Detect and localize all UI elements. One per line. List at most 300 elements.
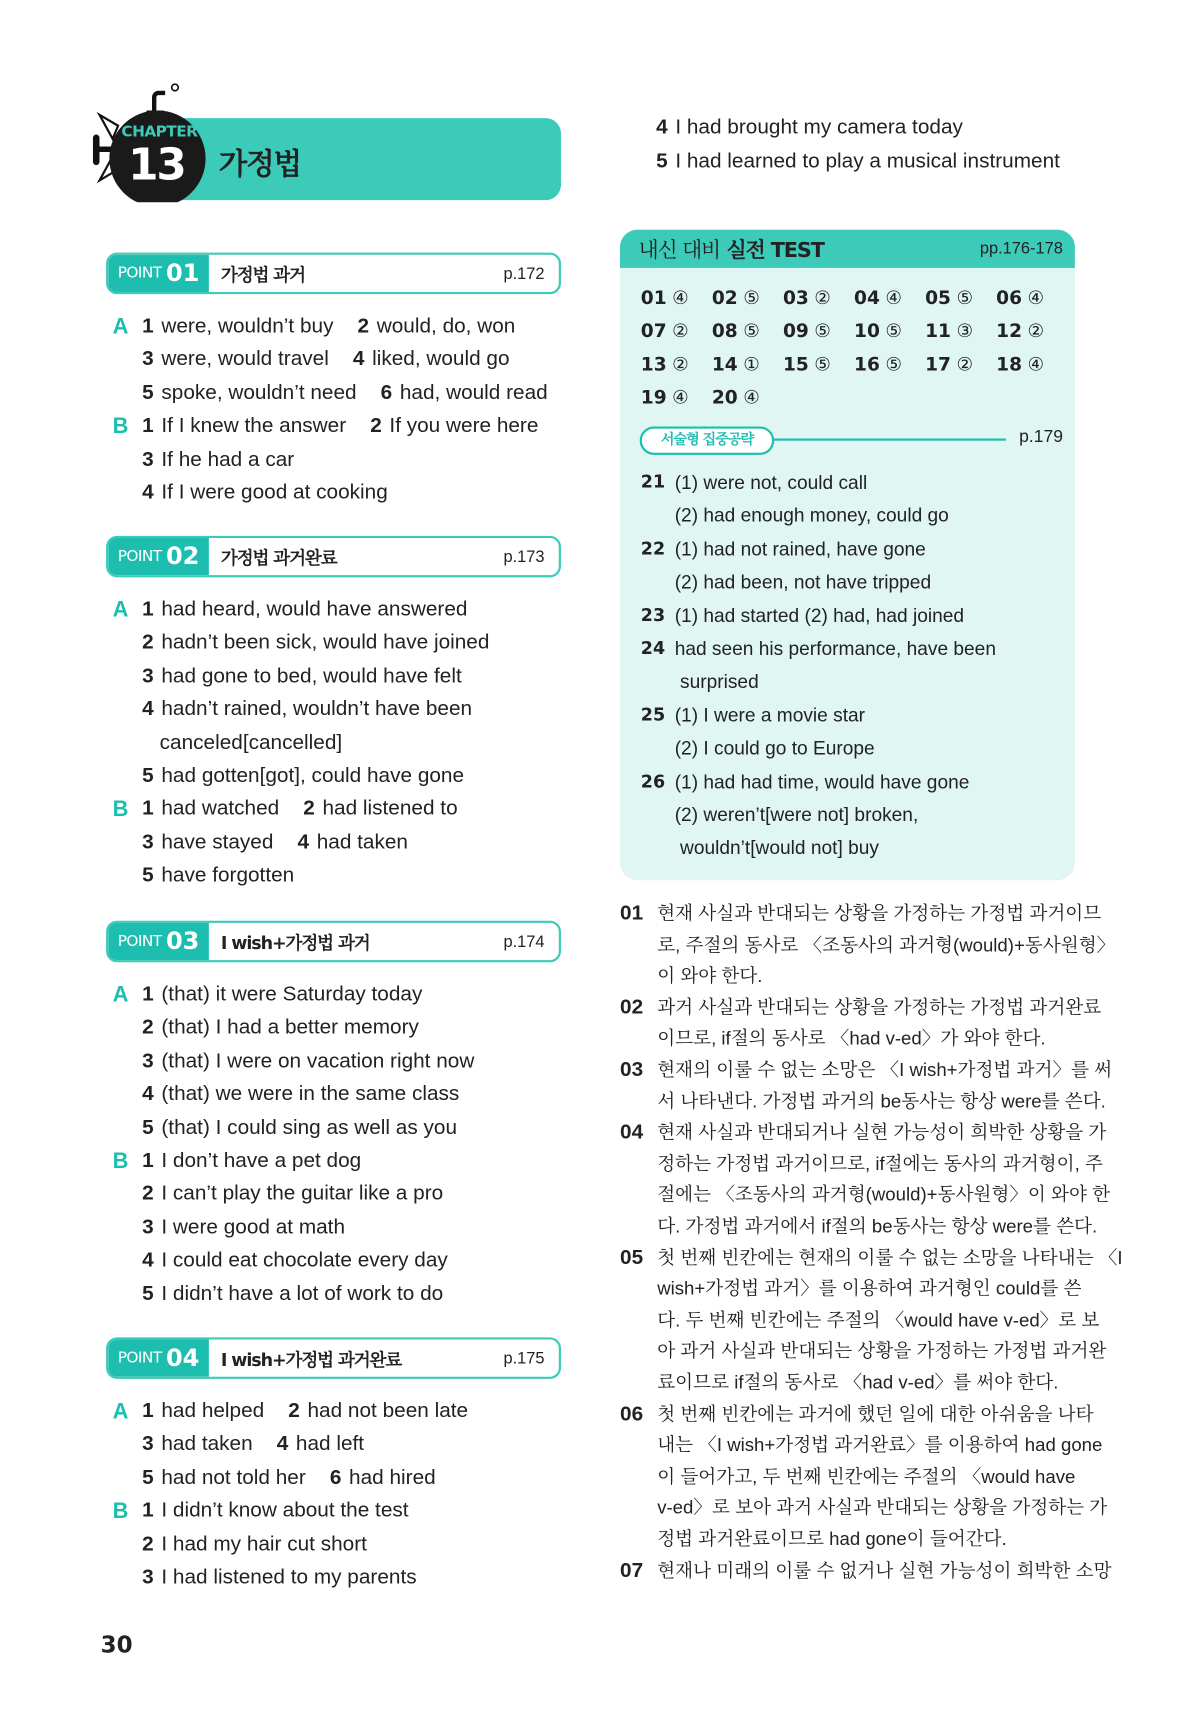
- explanation-line: 현재나 미래의 이룰 수 없거나 실현 가능성이 희박한 소망: [657, 1559, 1112, 1581]
- point-tag: [108, 923, 209, 960]
- answer-line: [142, 1112, 457, 1145]
- answer-number: 1: [142, 1149, 154, 1173]
- explanation-line: 다. 두 번째 빈칸에는 주절의 〈would have v-ed〉로 보: [657, 1309, 1100, 1331]
- answer-number: 1: [142, 983, 154, 1007]
- question-number: 26: [640, 770, 666, 792]
- explanation-line: 다. 가정법 과거에서 if절의 be동사는 항상 were를 쓴다.: [657, 1215, 1098, 1237]
- question-number: 09: [782, 320, 809, 343]
- answer-text: (1) had had time, would have gone: [674, 770, 970, 793]
- section-letter: B: [112, 1499, 129, 1524]
- answer-line: [142, 979, 422, 1012]
- answer-choice: ②: [956, 354, 974, 375]
- answer-text: had left: [295, 1432, 365, 1456]
- point-header: [106, 921, 561, 963]
- answer-number: 4: [142, 697, 154, 721]
- answer-choice: ⑤: [956, 287, 974, 309]
- answer-choice: ④: [743, 387, 760, 409]
- answer-line: [142, 1211, 345, 1244]
- question-number: 22: [640, 537, 666, 559]
- answer-text: had taken: [161, 1432, 253, 1456]
- answer-line: [142, 627, 489, 660]
- answer-text: I can’t play the guitar like a pro: [161, 1182, 444, 1206]
- test-answer: [854, 349, 902, 382]
- divider-line: [774, 438, 1006, 440]
- question-number: 15: [782, 354, 809, 376]
- test-answer: [783, 315, 831, 348]
- answer-number: 5: [142, 864, 154, 888]
- answer-text: had gotten[got], could have gone: [161, 764, 465, 788]
- test-answer: [783, 282, 831, 315]
- answer-item: [142, 864, 294, 887]
- explanation-number: 07: [620, 1558, 644, 1582]
- answer-line: [142, 1278, 443, 1311]
- question-number: 01: [640, 287, 667, 310]
- test-answer: [854, 315, 902, 348]
- answer-number: 2: [303, 797, 315, 821]
- answer-line: [142, 477, 388, 510]
- explanation-number: 04: [620, 1121, 644, 1145]
- answer-text: If I were good at cooking: [161, 481, 388, 505]
- answer-item: [297, 831, 407, 854]
- point-number: 03: [165, 927, 200, 956]
- test-answer: [641, 282, 689, 315]
- answer-number: 1: [142, 414, 154, 438]
- answer-number: 4: [142, 481, 154, 505]
- test-answer: [783, 349, 831, 382]
- answer-number: 4: [142, 1248, 154, 1272]
- answer-number: 5: [142, 764, 154, 788]
- answer-text: I didn’t have a lot of work to do: [161, 1282, 444, 1306]
- answer-item: [142, 598, 467, 621]
- point-label: POINT: [117, 264, 162, 283]
- answer-line: [142, 344, 509, 377]
- explanation-line: 현재 사실과 반대되는 상황을 가정하는 가정법 과거이므: [657, 903, 1102, 925]
- answer-number: 2: [370, 414, 382, 438]
- answer-line: [142, 1528, 367, 1561]
- answer-item: [353, 348, 510, 371]
- answer-item: [142, 1116, 457, 1139]
- point-label: POINT: [117, 547, 162, 566]
- answer-choice: ⑤: [885, 354, 903, 375]
- answer-line: [142, 1462, 436, 1495]
- answer-choice: ⑤: [743, 320, 760, 342]
- point-number: 02: [165, 542, 200, 571]
- answer-item: [142, 1433, 252, 1456]
- answer-text: spoke, wouldn’t need: [161, 381, 357, 405]
- answer-line: [142, 410, 538, 443]
- answer-item: [142, 1499, 408, 1522]
- answer-number: 3: [142, 348, 154, 372]
- answer-text: liked, would go: [372, 348, 510, 372]
- point-header: [106, 253, 561, 295]
- point-title: I wish+가정법 과거: [220, 932, 370, 953]
- explanation-line: 절에는 〈조동사의 과거형(would)+동사원형〉이 와야 한: [657, 1184, 1111, 1206]
- answer-text: have forgotten: [161, 864, 295, 888]
- explanation-number: 03: [620, 1058, 644, 1082]
- test-answer: [996, 282, 1044, 315]
- answer-text: had, would read: [399, 381, 548, 405]
- chapter-label: CHAPTER: [121, 123, 198, 142]
- explanation-line: 아 과거 사실과 반대되는 상황을 가정하는 가정법 과거완: [657, 1341, 1107, 1362]
- question-number: 19: [640, 387, 667, 410]
- point-page: p.174: [503, 932, 545, 951]
- subjective-label: 서술형 집중공략: [640, 426, 775, 454]
- answer-number: 3: [142, 830, 154, 854]
- question-number: 05: [925, 287, 951, 310]
- answer-line: [142, 1562, 416, 1595]
- answer-line: [142, 444, 294, 477]
- test-answer: [712, 315, 760, 348]
- answer-line: [142, 1178, 443, 1211]
- answer-item: [142, 1400, 264, 1423]
- answer-number: 3: [142, 1432, 154, 1456]
- answer-text: I could eat chocolate every day: [161, 1248, 448, 1272]
- point-page: p.173: [503, 547, 545, 566]
- answer-item: [142, 1050, 474, 1073]
- answer-text: (1) were not, could call: [674, 471, 868, 494]
- test-answer: [641, 382, 689, 415]
- answer-choice: ④: [1027, 354, 1045, 375]
- answer-item: [330, 1466, 436, 1489]
- answer-item: [142, 1083, 459, 1106]
- answer-choice: ④: [672, 387, 689, 409]
- answer-text: (that) I could sing as well as you: [161, 1116, 458, 1139]
- question-number: 23: [640, 604, 666, 626]
- answer-number: 2: [142, 631, 154, 655]
- answer-text: had seen his performance, have been: [674, 637, 996, 660]
- answer-text: canceled[cancelled]: [159, 731, 343, 755]
- answer-item: [142, 381, 356, 404]
- answer-text: had taken: [316, 830, 408, 854]
- answer-line: [142, 1045, 474, 1078]
- explanation-line: 첫 번째 빈칸에는 과거에 했던 일에 대한 아쉬움을 나타: [657, 1403, 1094, 1425]
- section-letter: A: [112, 314, 129, 339]
- answer-number: 2: [288, 1399, 300, 1423]
- answer-text: had watched: [161, 797, 280, 821]
- answer-text: (2) weren’t[were not] broken,: [674, 803, 919, 826]
- answer-choice: ②: [1027, 320, 1045, 342]
- answer-number: 5: [142, 381, 154, 405]
- answer-line: [142, 1245, 448, 1278]
- answer-item: [142, 481, 388, 504]
- answer-text: (1) had started (2) had, had joined: [674, 604, 965, 627]
- question-number: 03: [782, 287, 809, 310]
- section-letter: A: [112, 1399, 129, 1424]
- answer-line: [142, 1429, 364, 1462]
- explanation-line: 서 나타낸다. 가정법 과거의 be동사는 항상 were를 쓴다.: [657, 1090, 1106, 1112]
- answer-text: had not told her: [161, 1466, 306, 1490]
- subjective-page: p.179: [1019, 427, 1063, 447]
- answer-line: [142, 826, 408, 859]
- answer-text: (that) we were in the same class: [161, 1082, 460, 1106]
- answer-text: (that) I had a better memory: [161, 1016, 419, 1040]
- answer-text: hadn’t been sick, would have joined: [161, 631, 490, 655]
- answer-text: (2) had been, not have tripped: [674, 571, 932, 593]
- test-header: [620, 230, 1075, 268]
- answer-number: 4: [276, 1432, 289, 1456]
- answer-text: I had listened to my parents: [161, 1565, 417, 1589]
- explanation-line: 내는 〈I wish+가정법 과거완료〉를 이용하여 had gone: [657, 1434, 1103, 1456]
- answer-text: I didn’t know about the test: [161, 1499, 409, 1523]
- answer-text: were, wouldn’t buy: [161, 314, 334, 338]
- question-number: 17: [925, 354, 951, 376]
- answer-number: 4: [656, 115, 668, 139]
- answer-item: [370, 415, 538, 438]
- answer-number: 4: [297, 830, 310, 854]
- section-letter: A: [112, 983, 129, 1008]
- answer-text: (2) I could go to Europe: [674, 737, 875, 760]
- point-tag: [108, 255, 209, 292]
- section-letter: B: [112, 797, 129, 822]
- answer-number: 1: [142, 598, 154, 622]
- answer-text: had gone to bed, would have felt: [161, 664, 462, 688]
- point-header: [106, 1337, 561, 1379]
- answer-text: were, would travel: [161, 348, 329, 372]
- answer-choice: ⑤: [743, 287, 760, 309]
- answer-number: 3: [142, 447, 154, 471]
- answer-line: [142, 860, 294, 893]
- answer-item: [142, 1466, 306, 1489]
- answer-item: [142, 1016, 419, 1039]
- test-title: [639, 234, 824, 264]
- point-title: 가정법 과거완료: [220, 547, 337, 569]
- answer-item: [142, 348, 329, 371]
- answer-line: [142, 311, 515, 344]
- question-number: 04: [854, 287, 880, 310]
- answer-item: [142, 448, 294, 471]
- answer-item: [142, 983, 422, 1006]
- question-number: 25: [640, 703, 666, 725]
- answer-text: I had brought my camera today: [675, 115, 963, 139]
- answer-text: would, do, won: [376, 314, 516, 338]
- point-label: POINT: [117, 1349, 162, 1367]
- test-title-a: 내신 대비: [638, 238, 721, 263]
- answer-text: (that) I were on vacation right now: [161, 1049, 475, 1073]
- answer-item: [142, 1249, 448, 1272]
- answer-number: 6: [329, 1466, 342, 1490]
- answer-number: 2: [142, 1182, 154, 1206]
- answer-text: If I knew the answer: [161, 414, 347, 438]
- explanation-number: 02: [620, 995, 644, 1019]
- test-answer: [641, 349, 689, 382]
- answer-text: I don’t have a pet dog: [161, 1149, 362, 1173]
- answer-line: [142, 1495, 408, 1528]
- answer-item: [303, 798, 457, 821]
- question-number: 12: [996, 320, 1023, 343]
- test-answer: [996, 315, 1044, 348]
- answer-text: had heard, would have answered: [161, 598, 468, 622]
- answer-item: [142, 1149, 361, 1172]
- answer-choice: ④: [1027, 287, 1045, 309]
- explanation-line: 현재 사실과 반대되거나 실현 가능성이 희박한 상황을 가: [657, 1122, 1107, 1143]
- explanation-line: 현재의 이룰 수 없는 소망은 〈I wish+가정법 과거〉를 써: [657, 1059, 1113, 1081]
- explanation-line: 정하는 가정법 과거이므로, if절에는 동사의 과거형이, 주: [657, 1153, 1103, 1175]
- test-answer: [925, 315, 973, 348]
- explanation-line: 이 들어가고, 두 번째 빈칸에는 주절의 〈would have: [657, 1466, 1076, 1487]
- answer-text: had helped: [161, 1399, 265, 1423]
- test-title-b: 실전 TEST: [726, 238, 824, 263]
- answer-text: had hired: [349, 1466, 436, 1490]
- answer-line: [142, 793, 457, 826]
- answer-item: [142, 798, 279, 821]
- answer-line: [142, 1012, 419, 1045]
- answer-item: [142, 665, 462, 688]
- test-answer: [712, 349, 760, 382]
- answer-choice: ⑤: [814, 320, 831, 342]
- answer-number: 2: [142, 1532, 154, 1556]
- explanation-number: 06: [620, 1402, 644, 1426]
- answer-line: [160, 727, 342, 760]
- answer-item: [288, 1400, 468, 1423]
- answer-text: have stayed: [161, 830, 274, 854]
- chapter-title: 가정법: [218, 147, 301, 182]
- answer-number: 2: [142, 1016, 154, 1040]
- section-letter: B: [112, 414, 129, 439]
- answer-number: 6: [380, 381, 393, 405]
- answer-item: [142, 764, 464, 787]
- answer-line: [656, 112, 963, 145]
- answer-number: 5: [142, 1466, 154, 1490]
- explanation-line: 과거 사실과 반대되는 상황을 가정하는 가정법 과거완료: [657, 997, 1102, 1018]
- test-answer: [996, 349, 1044, 382]
- test-answer: [712, 282, 760, 315]
- chapter-banner: [153, 118, 561, 200]
- test-answer: [712, 382, 760, 415]
- explanation-line: v-ed〉로 보아 과거 사실과 반대되는 상황을 가정하는 가: [657, 1497, 1108, 1519]
- question-number: 18: [996, 354, 1023, 376]
- answer-text: I had my hair cut short: [161, 1532, 367, 1556]
- answer-text: If you were here: [389, 414, 539, 438]
- answer-text: hadn’t rained, wouldn’t have been: [161, 697, 473, 721]
- answer-number: 5: [142, 1116, 154, 1139]
- question-number: 11: [925, 320, 951, 343]
- test-answer: [854, 282, 902, 315]
- test-answer: [925, 349, 973, 382]
- answer-number: 5: [656, 149, 668, 173]
- point-title: 가정법 과거: [220, 264, 305, 285]
- section-letter: B: [112, 1149, 129, 1174]
- answer-choice: ⑤: [814, 354, 831, 375]
- answer-text: (2) had enough money, could go: [674, 504, 949, 527]
- answer-item: [142, 1216, 345, 1239]
- answer-number: 3: [142, 1565, 154, 1589]
- test-answer: [641, 315, 689, 348]
- answer-item: [160, 731, 342, 754]
- answer-number: 3: [142, 1215, 154, 1239]
- question-number: 13: [640, 354, 667, 376]
- answer-number: 4: [142, 1082, 154, 1106]
- point-tag: [108, 1340, 209, 1377]
- answer-line: [142, 377, 548, 410]
- question-number: 21: [640, 471, 666, 493]
- point-number: 04: [165, 1344, 200, 1372]
- answer-text: wouldn’t[would not] buy: [674, 836, 879, 859]
- answer-number: 1: [142, 314, 154, 338]
- explanation-line: 이므로, if절의 동사로 〈had v-ed〉가 와야 한다.: [657, 1028, 1046, 1050]
- answer-number: 1: [142, 1499, 154, 1523]
- answer-number: 2: [357, 314, 370, 338]
- answer-item: [142, 415, 346, 438]
- answer-choice: ③: [956, 320, 974, 342]
- answer-item: [142, 631, 489, 654]
- test-answer: [925, 282, 973, 315]
- chapter-number: 13: [128, 139, 185, 191]
- answer-number: 1: [142, 797, 154, 821]
- answer-line: [142, 693, 472, 726]
- answer-line: [142, 660, 462, 693]
- answer-text: had listened to: [322, 797, 458, 821]
- answer-number: 1: [142, 1399, 154, 1423]
- point-page: p.175: [503, 1348, 545, 1368]
- answer-line: [656, 145, 1060, 178]
- answer-item: [381, 381, 548, 404]
- answer-number: 3: [142, 1049, 154, 1073]
- point-label: POINT: [117, 932, 162, 951]
- question-number: 24: [640, 637, 666, 659]
- answer-item: [358, 315, 516, 338]
- answer-text: I were good at math: [161, 1215, 346, 1239]
- answer-line: [142, 1395, 468, 1428]
- answer-choice: ④: [672, 287, 689, 309]
- explanation-line: 정법 과거완료이므로 had gone이 들어간다.: [657, 1528, 1007, 1550]
- answer-item: [142, 698, 472, 721]
- answer-item: [142, 831, 273, 854]
- question-number: 08: [711, 320, 738, 343]
- answer-text: surprised: [674, 670, 759, 693]
- answer-text: (that) it were Saturday today: [161, 983, 423, 1007]
- answer-text: (1) had not rained, have gone: [674, 537, 926, 560]
- page-number: 30: [100, 1631, 133, 1658]
- explanation-number: 01: [620, 902, 644, 926]
- question-number: 06: [996, 287, 1023, 310]
- answer-item: [142, 315, 333, 338]
- point-page: p.172: [503, 264, 545, 283]
- answer-choice: ④: [885, 287, 903, 309]
- answer-number: 4: [352, 348, 365, 372]
- section-letter: A: [112, 598, 129, 623]
- answer-item: [142, 1566, 416, 1589]
- question-number: 20: [711, 387, 738, 410]
- explanation-line: 이 와야 한다.: [657, 965, 763, 987]
- answer-item: [142, 1183, 443, 1206]
- answer-text: If he had a car: [161, 447, 295, 471]
- question-number: 14: [711, 354, 738, 376]
- question-number: 10: [854, 320, 880, 343]
- question-number: 16: [854, 354, 880, 376]
- point-header: [106, 536, 561, 578]
- point-title: I wish+가정법 과거완료: [220, 1348, 402, 1370]
- explanation-number: 05: [620, 1246, 644, 1270]
- explanation-line: 로, 주절의 동사로 〈조동사의 과거형(would)+동사원형〉: [657, 934, 1116, 956]
- point-number: 01: [165, 259, 200, 288]
- answer-text: (1) I were a movie star: [674, 703, 866, 726]
- explanation-line: 첫 번째 빈칸에는 현재의 이룰 수 없는 소망을 나타내는 〈I: [657, 1247, 1123, 1269]
- explanation-line: 료이므로 if절의 동사로 〈had v-ed〉를 써야 한다.: [657, 1372, 1059, 1394]
- answer-line: [142, 760, 464, 793]
- question-number: 02: [711, 287, 738, 310]
- answer-number: 5: [142, 1282, 154, 1306]
- answer-item: [277, 1433, 364, 1456]
- point-tag: [108, 538, 209, 575]
- test-page: pp.176-178: [979, 239, 1063, 259]
- answer-item: [142, 1282, 443, 1305]
- answer-line: [142, 1145, 361, 1178]
- answer-choice: ⑤: [885, 320, 903, 342]
- answer-item: [142, 1533, 367, 1556]
- answer-choice: ②: [814, 287, 831, 309]
- explanation-line: wish+가정법 과거〉를 이용하여 과거형인 could를 쓴: [657, 1278, 1082, 1300]
- answer-choice: ②: [672, 320, 689, 342]
